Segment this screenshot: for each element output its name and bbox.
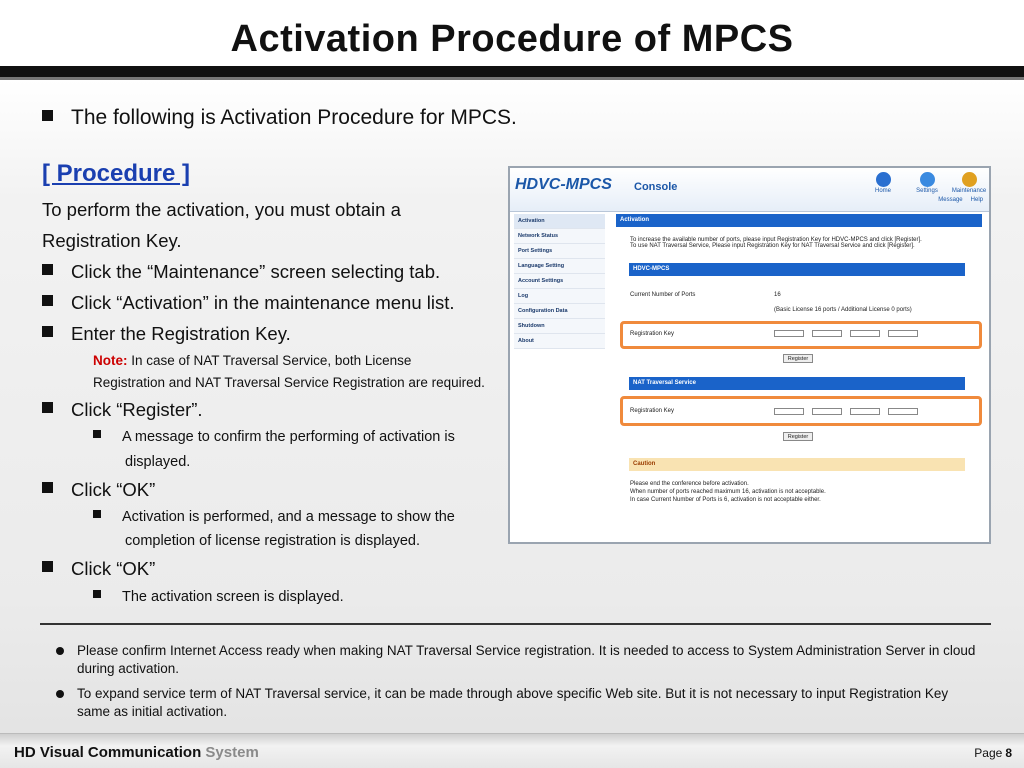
reg-key-input-1b[interactable] [812,330,842,337]
square-bullet-icon [93,430,101,438]
procedure-intro-line-2: Registration Key. [42,230,182,251]
activation-desc-1: To increase the available number of ports, please input Registration Key for HDVC-MPCS and click [Register]. [630,237,922,243]
note-line-2: Registration and NAT Traversal Service Registration are required. [93,375,485,390]
square-bullet-icon [93,510,101,518]
hdvc-logo: HDVC-MPCS [515,176,612,193]
step-ok-2: Click “OK” [42,558,155,580]
note-line-1: Note: In case of NAT Traversal Service, both License [93,353,412,368]
settings-icon [920,172,935,187]
nav-home[interactable]: Home [861,172,905,194]
menu-item-language-setting[interactable]: Language Setting [514,259,605,274]
reg-key-input-2b[interactable] [812,408,842,415]
step-activation: Click “Activation” in the maintenance menu list. [42,292,455,314]
step-ok-1: Click “OK” [42,479,155,501]
register-button-2[interactable]: Register [783,432,813,441]
menu-item-network-status[interactable]: Network Status [514,229,605,244]
caution-line-1: Please end the conference before activation. [630,481,749,487]
home-icon [876,172,891,187]
caution-line-2: When number of ports reached maximum 16, activation is not acceptable. [630,489,826,495]
title-divider [0,66,1024,77]
console-label: Console [634,181,678,193]
reg-key-input-1c[interactable] [850,330,880,337]
menu-item-log[interactable]: Log [514,289,605,304]
registration-key-label-1: Registration Key [630,331,675,337]
page-title: Activation Procedure of MPCS [230,18,794,60]
bullet-internet-access: Please confirm Internet Access ready when making NAT Traversal Service registration. It is needed to access to System Administration Server in cloud during activation. [56,642,977,678]
console-header [510,168,989,212]
bullet-expand-service: To expand service term of NAT Traversal service, it can be made through above specific Web site. But it is not necessary to input Registration Key same as initial activation. [56,685,977,721]
bullet-dot-icon [56,647,64,655]
procedure-heading: [ Procedure ] [42,160,191,187]
maintenance-menu [514,214,605,349]
nav-settings[interactable]: Settings [905,172,949,194]
reg-key-input-2c[interactable] [850,408,880,415]
registration-key-label-2: Registration Key [630,408,675,414]
bullet-dot-icon [56,690,64,698]
hdvc-section-header: HDVC-MPCS [629,263,965,276]
page-number: Page 8 [974,746,1012,760]
sub-ok1-line-2: completion of license registration is displayed. [125,533,420,549]
title-divider-shadow [0,77,1024,80]
menu-item-account-settings[interactable]: Account Settings [514,274,605,289]
menu-item-port-settings[interactable]: Port Settings [514,244,605,259]
footer [0,733,1024,768]
intro-text: The following is Activation Procedure for MPCS. [42,106,517,130]
menu-item-shutdown[interactable]: Shutdown [514,319,605,334]
reg-key-input-2d[interactable] [888,408,918,415]
square-bullet-icon [42,295,53,306]
square-bullet-icon [42,482,53,493]
sub-ok2: The activation screen is displayed. [93,589,344,605]
ports-detail: (Basic License 16 ports / Additional License 0 ports) [774,307,912,313]
square-bullet-icon [42,561,53,572]
menu-item-about[interactable]: About [514,334,605,349]
caution-header: Caution [629,458,965,471]
nav-maintenance[interactable]: Maintenance [947,172,991,194]
nat-section-header: NAT Traversal Service [629,377,965,390]
section-divider [40,623,991,625]
reg-key-input-2a[interactable] [774,408,804,415]
sub-register-line-1: A message to confirm the performing of activation is [93,429,455,445]
reg-key-input-1a[interactable] [774,330,804,337]
activation-screenshot [508,166,991,544]
menu-item-configuration-data[interactable]: Configuration Data [514,304,605,319]
activation-desc-2: To use NAT Traversal Service, Please input Registration Key for NAT Traversal Service and click [Register]. [630,243,915,249]
register-button-1[interactable]: Register [783,354,813,363]
sub-ok1-line-1: Activation is performed, and a message to show the [93,509,455,525]
procedure-intro-line-1: To perform the activation, you must obtain a [42,199,401,220]
caution-line-3: In case Current Number of Ports is 6, activation is not acceptable either. [630,497,821,503]
ports-value: 16 [774,292,781,298]
square-bullet-icon [42,326,53,337]
help-link[interactable]: Help [970,197,983,203]
square-bullet-icon [42,110,53,121]
reg-key-input-1d[interactable] [888,330,918,337]
brand-name: HD Visual Communication System [14,744,259,761]
square-bullet-icon [42,402,53,413]
square-bullet-icon [42,264,53,275]
activation-header: Activation [616,214,982,227]
message-help-links [930,197,983,203]
step-register: Click “Register”. [42,399,203,421]
gear-icon [962,172,977,187]
ports-label: Current Number of Ports [630,292,696,298]
activation-content [616,214,982,249]
message-link[interactable]: Message [938,197,963,203]
square-bullet-icon [93,590,101,598]
step-maintenance: Click the “Maintenance” screen selecting tab. [42,261,440,283]
sub-register-line-2: displayed. [125,454,191,470]
menu-item-activation[interactable]: Activation [514,214,605,229]
step-enter-key: Enter the Registration Key. [42,323,291,345]
